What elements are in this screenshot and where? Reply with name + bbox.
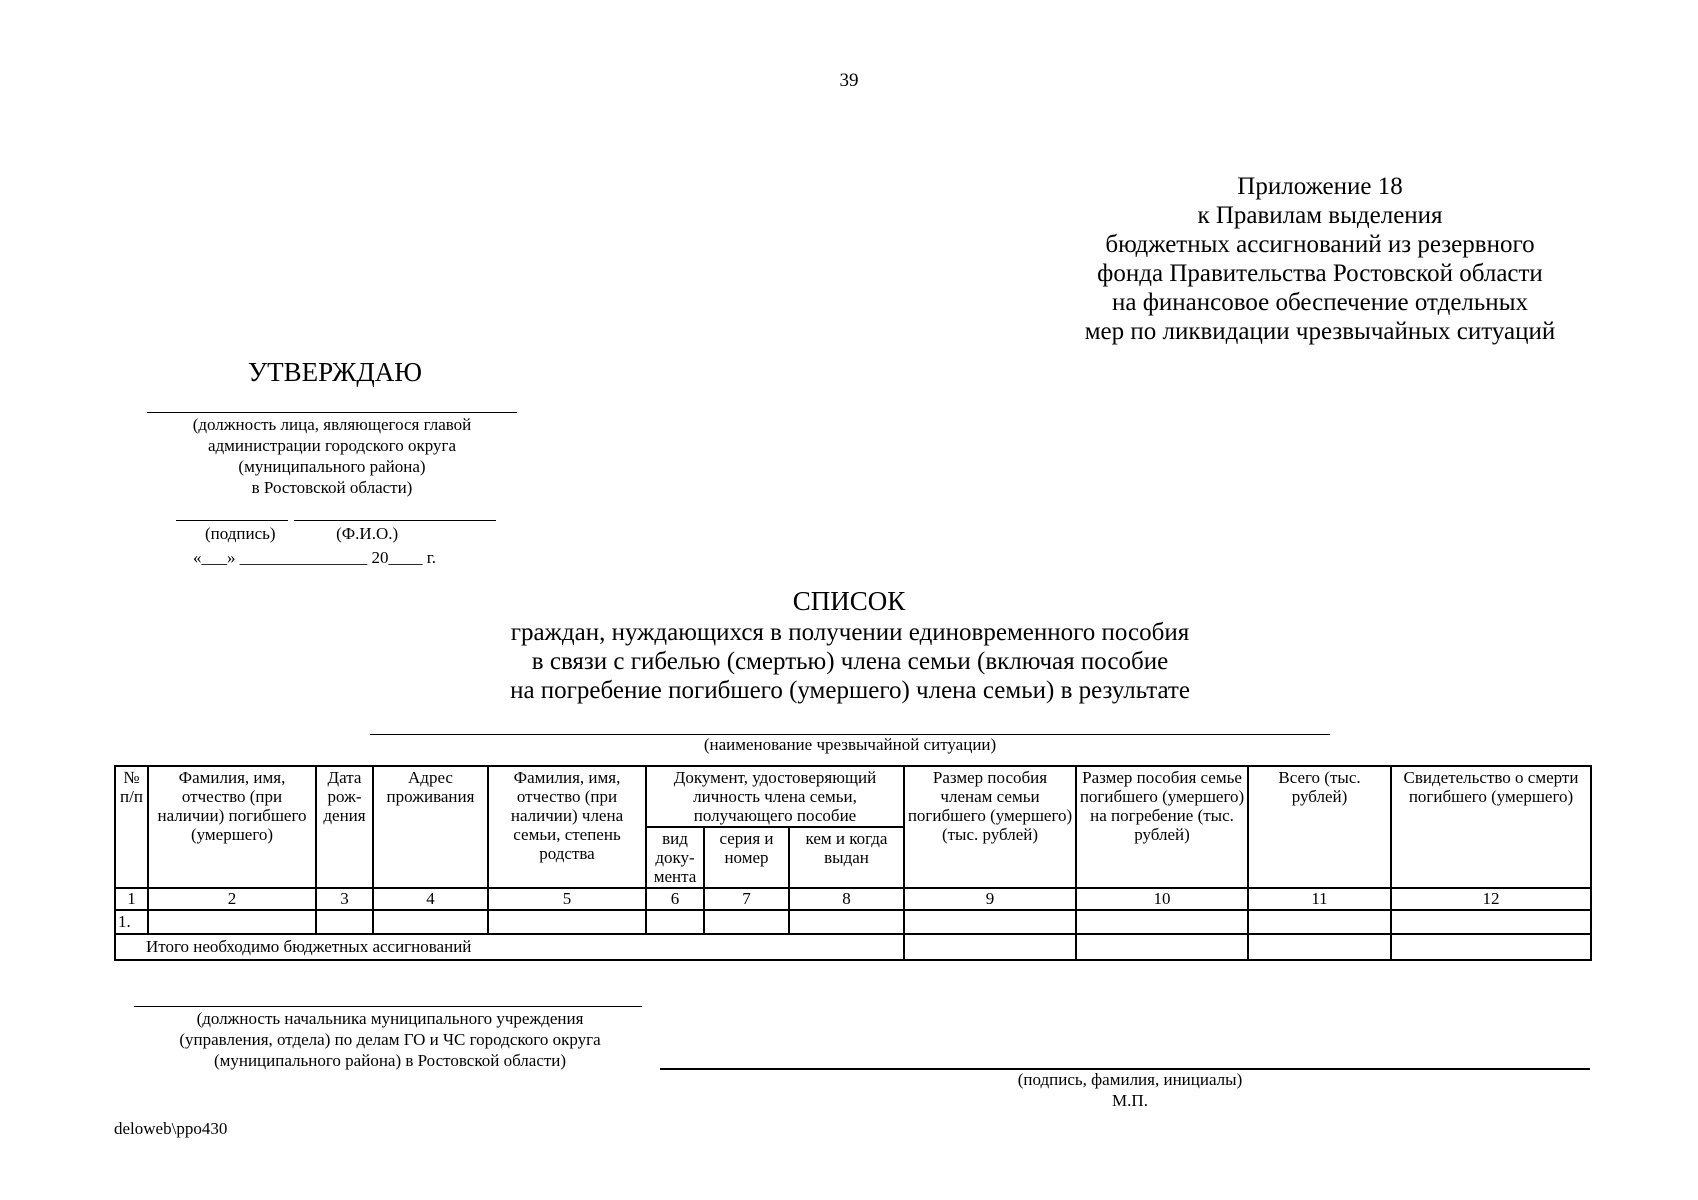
column-number-row [115,888,1591,910]
subtitle-line: на погребение погибшего (умершего) члена семьи) в результате [510,677,1190,704]
annex-line: на финансовое обеспечение отдельных [1111,289,1528,316]
header-col-2: Фамилия, имя, отчество (при наличии) погибшего (умершего) [148,766,316,888]
approval-position-line [147,412,517,413]
column-number: 3 [316,888,373,910]
table-row [115,910,1591,934]
caption-line: администрации городского округа [207,436,457,455]
approval-position-caption [147,414,517,498]
row-number: 1. [115,910,148,934]
header-col-4: Адрес проживания [373,766,488,888]
caption-line: (должность начальника муниципального учреждения [196,1009,584,1028]
annex-line: Приложение 18 [1237,173,1403,200]
table-cell [704,910,789,934]
approval-title: УТВЕРЖДАЮ [247,357,423,387]
header-col-7: серия и номер [704,827,789,888]
annex-header [1040,172,1600,346]
column-number: 8 [789,888,904,910]
header-col-1: № п/п [115,766,148,888]
table-cell [488,910,646,934]
seal-label: М.П. [1112,1091,1148,1110]
document-code: deloweb\ppo430 [114,1119,228,1138]
column-number: 10 [1076,888,1248,910]
signature-label: (подпись) [205,524,276,543]
annex-line: фонда Правительства Ростовской области [1097,260,1543,287]
signature-labels [205,524,398,544]
table-cell [1076,934,1248,960]
footer-signature-caption [660,1069,1600,1111]
header-col-11: Всего (тыс. рублей) [1248,766,1391,888]
annex-line: бюджетных ассигнований из резервного [1105,231,1535,258]
annex-line: мер по ликвидации чрезвычайных ситуаций [1084,318,1556,345]
list-title: СПИСОК [792,586,906,616]
caption-line: (муниципального района) [238,457,426,476]
header-col-8: кем и когда выдан [789,827,904,888]
column-number: 11 [1248,888,1391,910]
name-label: (Ф.И.О.) [336,524,399,543]
table-cell [904,910,1076,934]
signature-line [176,520,288,521]
footer-position-line [134,1006,642,1007]
caption-line: (управления, отдела) по делам ГО и ЧС городского округа [179,1030,601,1049]
approval-date-line: «___» _______________ 20____ г. [193,548,437,567]
header-col-6: вид доку-мента [646,827,704,888]
column-number: 7 [704,888,789,910]
column-number: 2 [148,888,316,910]
subtitle-line: граждан, нуждающихся в получении единовременного пособия [510,619,1190,646]
beneficiaries-table [114,765,1592,961]
total-row [115,934,1591,960]
header-col-5: Фамилия, имя, отчество (при наличии) члена семьи, степень родства [488,766,646,888]
footer-position-caption [130,1008,650,1071]
header-col-9: Размер пособия членам семьи погибшего (умершего) (тыс. рублей) [904,766,1076,888]
caption-line: в Ростовской области) [251,478,413,497]
total-label: Итого необходимо бюджетных ассигнований [115,934,904,960]
list-subtitle [420,618,1280,705]
column-number: 12 [1391,888,1591,910]
column-number: 9 [904,888,1076,910]
column-number: 6 [646,888,704,910]
table-cell [789,910,904,934]
subtitle-line: в связи с гибелью (смертью) члена семьи (включая пособие [531,648,1169,675]
header-col-12: Свидетельство о смерти погибшего (умершего) [1391,766,1591,888]
caption-line: (муниципального района) в Ростовской области) [213,1051,567,1070]
header-doc-group: Документ, удостоверяющий личность члена семьи, получающего пособие [646,766,904,827]
column-number: 1 [115,888,148,910]
table-cell [1248,934,1391,960]
column-number: 4 [373,888,488,910]
column-number: 5 [488,888,646,910]
header-col-3: Дата рож-дения [316,766,373,888]
table-cell [316,910,373,934]
table-cell [1391,934,1591,960]
table-cell [1391,910,1591,934]
table-cell [646,910,704,934]
annex-line: к Правилам выделения [1197,202,1443,229]
emergency-caption: (наименование чрезвычайной ситуации) [703,735,997,754]
name-line [294,520,496,521]
page-number: 39 [839,70,859,91]
table-cell [1248,910,1391,934]
table-cell [904,934,1076,960]
table-cell [148,910,316,934]
signature-caption: (подпись, фамилия, инициалы) [1017,1070,1243,1089]
caption-line: (должность лица, являющегося главой [192,415,472,434]
header-col-10: Размер пособия семье погибшего (умершего) на погребение (тыс. рублей) [1076,766,1248,888]
table-cell [373,910,488,934]
table-cell [1076,910,1248,934]
